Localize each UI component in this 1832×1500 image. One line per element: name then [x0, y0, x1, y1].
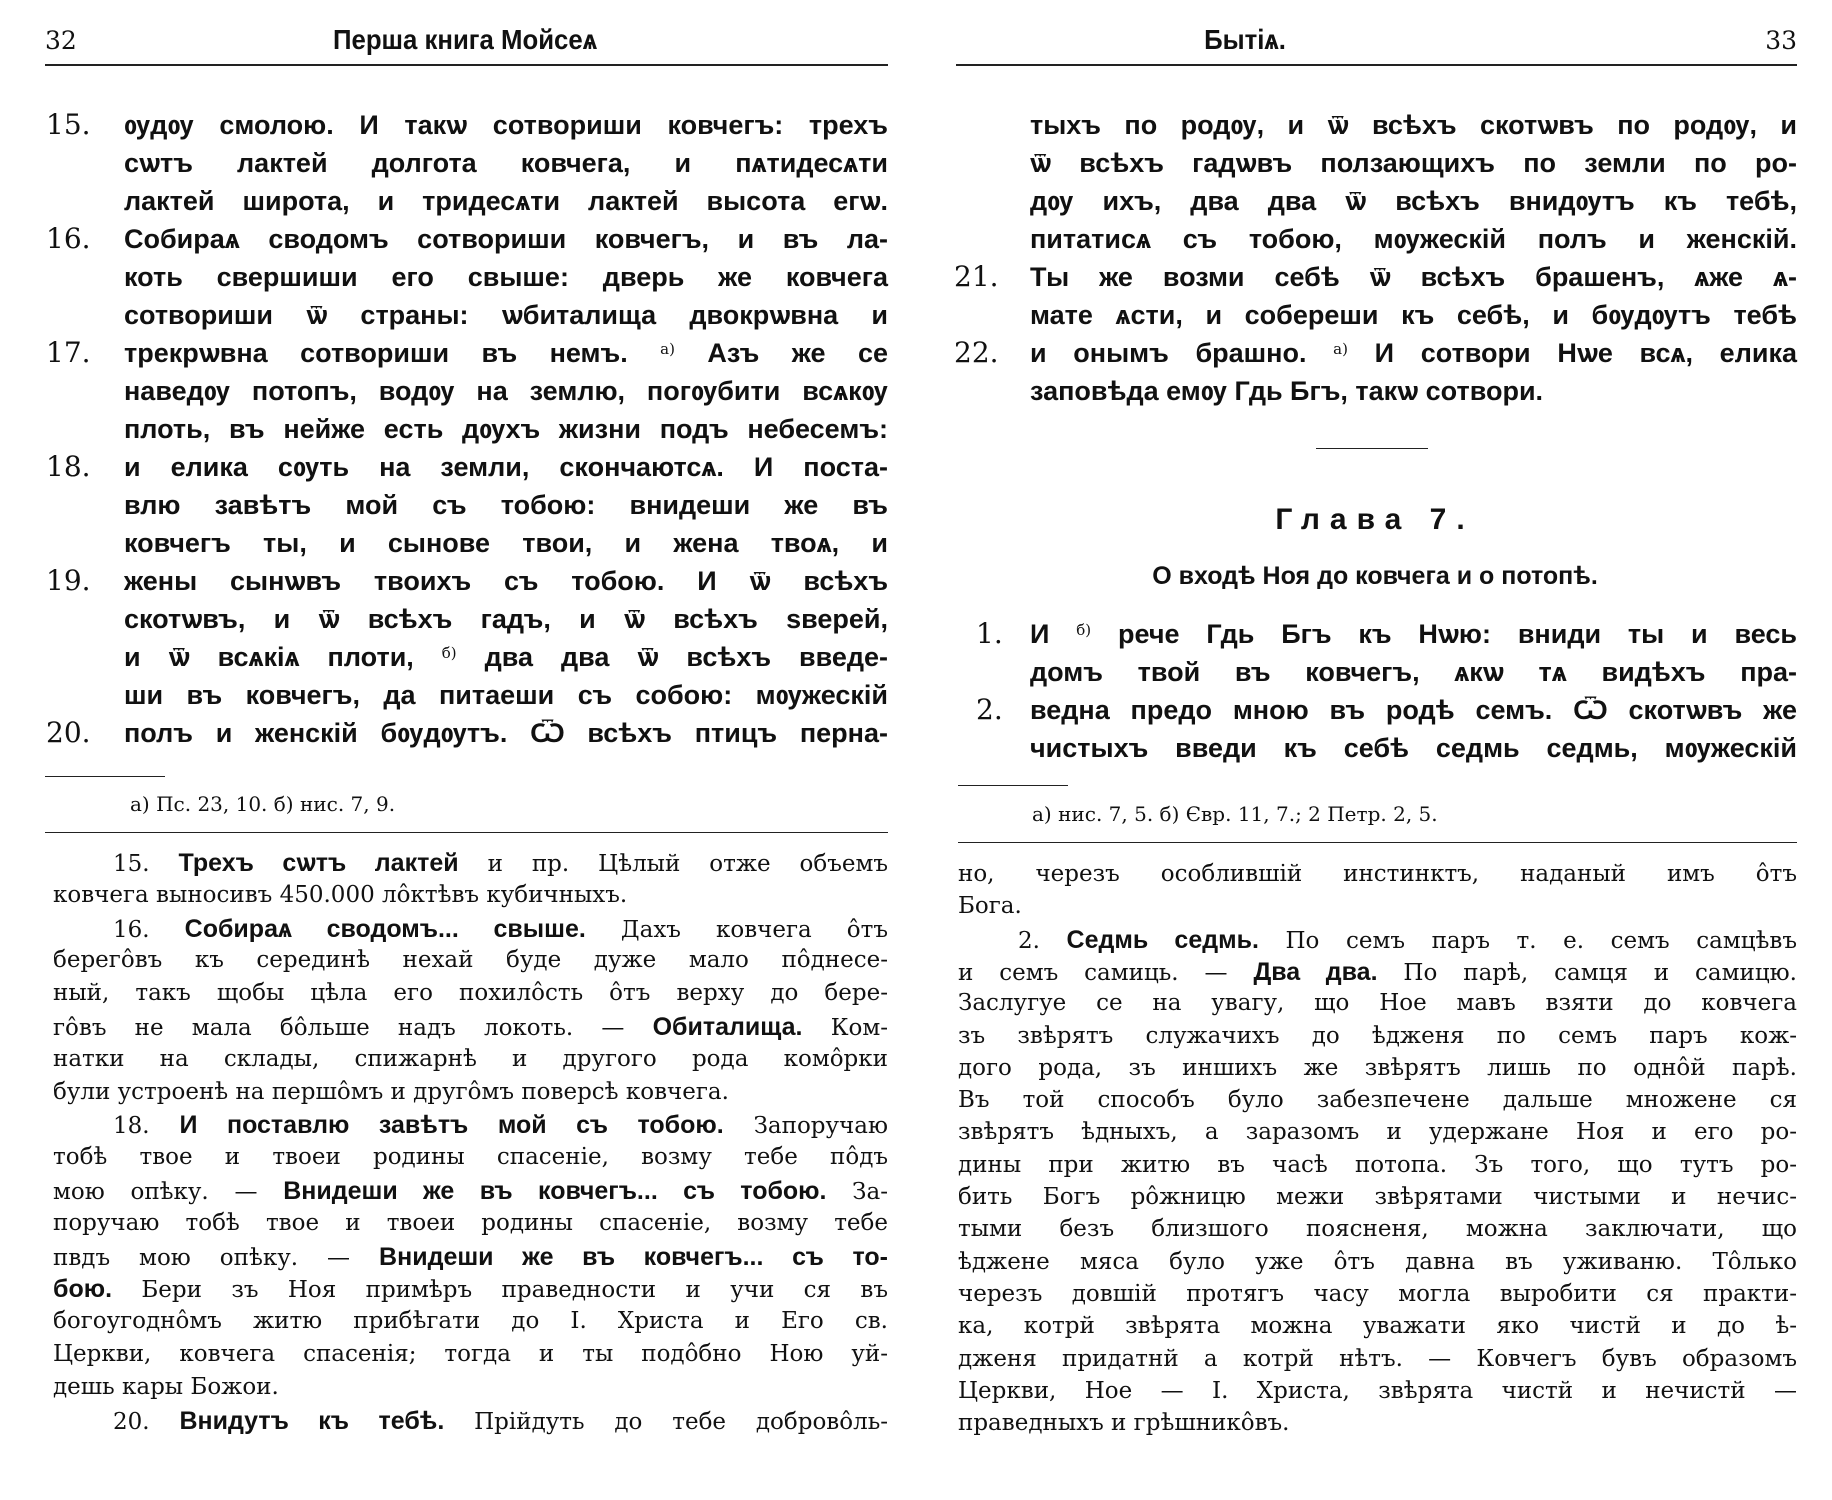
text-run: дешь кары Божои.	[53, 1373, 279, 1400]
commentary-line	[958, 1216, 1797, 1242]
commentary-line	[958, 1313, 1797, 1339]
text-run: и пр. Цѣлый отже объемъ	[458, 851, 888, 877]
verse-number: 22.	[954, 336, 999, 369]
commentary-line	[958, 1152, 1797, 1178]
text-run: берегôвъ къ серединѣ нехай буде дуже мало пôднесе-	[53, 947, 888, 974]
verse-line	[1030, 729, 1797, 767]
text-run: ши въ ковчегъ, да питаеши съ собою: мѹжескій	[124, 680, 888, 710]
text-run: ный, такъ щобы цѣла его похилôсть ôтъ верху до бере-	[53, 980, 888, 1007]
bold-lemma: Обиталища.	[652, 1013, 803, 1041]
text-run: ковчега выносивъ 450.000 лôктѣвъ кубичныхъ.	[53, 881, 628, 908]
commentary-line	[53, 980, 888, 1006]
commentary-line	[113, 915, 888, 944]
text-run: бить Богъ рôжницю межи звѣрятами чистыми и нечис-	[958, 1184, 1797, 1210]
text-run: Бога.	[958, 893, 1022, 920]
bold-lemma: Седмь седмь.	[1066, 925, 1259, 954]
verse-line	[124, 220, 888, 258]
verse-number: 19.	[46, 564, 91, 597]
text-run: гôвъ не мала бôльше надъ локоть. —	[53, 1015, 653, 1041]
text-run: плоть, въ нейже есть дѹхъ жизни подъ небесемъ:	[124, 414, 888, 444]
bold-lemma: бою.	[53, 1275, 113, 1304]
text-run: тыхъ по родѹ, и ѿ всѣхъ скотѡвъ по родѹ, и	[1030, 110, 1797, 140]
text-run: 18.	[113, 1113, 180, 1140]
text-run: и елика сѹть на земли, скончаютсѧ. И поста-	[124, 452, 888, 482]
text-run: звѣрятъ ѣдныхъ, а заразомъ и удержане Ноя и его ро-	[958, 1119, 1797, 1146]
bold-lemma: И поставлю завѣтъ мой съ тобою.	[179, 1111, 724, 1140]
bold-lemma: Два два.	[1253, 957, 1378, 986]
commentary-text	[958, 861, 1797, 1461]
text-run: 16.	[113, 916, 185, 943]
text-run: По семъ паръ т. е. семъ самцѣвъ	[1258, 927, 1797, 954]
text-run: дженя придатнй а котрй нѣтъ. — Ковчегъ бувъ образомъ	[958, 1345, 1797, 1372]
text-run: И сотвори Нѡе всѧ, елика	[1347, 338, 1797, 368]
verse-line	[1030, 372, 1797, 410]
commentary-line	[53, 882, 888, 908]
verse-line	[124, 334, 888, 372]
bold-lemma: Внидеши же въ ковчегъ... съ то-	[379, 1242, 888, 1271]
text-run: поручаю тобѣ твое и твоеи родины спасеніе, возму тебе	[53, 1209, 888, 1236]
commentary-line	[53, 1177, 888, 1206]
footnote-marker: б)	[1076, 621, 1092, 639]
text-run: дѹ ихъ, два два ѿ всѣхъ внидѹтъ къ тебѣ,	[1030, 186, 1797, 216]
text-run: зъ звѣрятъ служачихъ до ѣдженя по семъ паръ кож-	[958, 1022, 1797, 1049]
text-run: богоугоднôмъ житю прибѣгати до І. Христа и Его св.	[53, 1308, 888, 1335]
verse-line	[1030, 615, 1797, 653]
text-run: Собираѧ сводомъ сотвориши ковчегъ, и въ ла-	[124, 224, 888, 254]
text-run: лактей широта, и тридесѧти лактей высота егѡ.	[124, 186, 888, 216]
commentary-line	[958, 1184, 1797, 1210]
text-run: ѣджене мяса було уже ôтъ давна въ уживаню. Тôлько	[958, 1248, 1797, 1275]
text-run: ведна предо мною въ родѣ семъ. Ѿ скотѡвъ же	[1030, 695, 1797, 725]
verse-number: 20.	[46, 716, 91, 749]
verse-line	[124, 258, 888, 296]
text-run: По парѣ, самця и самицю.	[1377, 959, 1797, 986]
verse-number: 15.	[46, 108, 91, 141]
footnote-rule	[958, 785, 1068, 786]
verse-line	[124, 448, 888, 486]
commentary-line	[53, 1243, 888, 1272]
bold-lemma: Собираѧ сводомъ... свыше.	[184, 914, 586, 943]
text-run: Прійдуть до тебе добровôль-	[444, 1408, 888, 1435]
commentary-line	[53, 1308, 888, 1334]
text-run: и ѿ всѧкіѧ плоти,	[124, 642, 442, 672]
text-run: мою опѣку. —	[53, 1179, 284, 1205]
text-run: черезъ довшій протягъ часу могла выробити ся практи-	[958, 1280, 1797, 1307]
commentary-line	[53, 1079, 888, 1105]
verse-number: 18.	[46, 450, 91, 483]
commentary-line	[958, 1346, 1797, 1372]
verse-line	[1030, 691, 1797, 729]
verse-line	[124, 638, 888, 676]
text-run: За-	[826, 1179, 888, 1205]
text-run: мате ѧсти, и собереши къ себѣ, и бѹдѹтъ тебѣ	[1030, 300, 1797, 330]
commentary-line	[958, 1281, 1797, 1307]
text-run: Бери зъ Ноя примѣръ праведности и учи ся въ	[112, 1277, 888, 1304]
chapter-subtitle: О входѣ Ноя до ковчега и о потопѣ.	[1152, 562, 1598, 590]
verse-number: 17.	[46, 336, 91, 369]
commentary-line	[113, 1407, 888, 1436]
verse-line	[124, 714, 888, 752]
footnote: а) нис. 7, 5. б) Євр. 11, 7.; 2 Петр. 2, 5.	[1032, 802, 1438, 826]
commentary-line	[113, 849, 888, 878]
commentary-line	[958, 893, 1797, 919]
running-title: Перша книга Мойсеѧ	[332, 24, 598, 55]
text-run: коть свершиши его свыше: дверь же ковчега	[124, 262, 888, 292]
verse-line	[124, 410, 888, 448]
bold-lemma: Внидутъ къ тебѣ.	[179, 1406, 445, 1435]
verse-line	[1030, 653, 1797, 691]
footnote-marker: а)	[660, 340, 675, 358]
footnote: а) Пс. 23, 10. б) нис. 7, 9.	[130, 792, 396, 816]
header-rule	[45, 64, 888, 66]
text-run: наведѹ потопъ, водѹ на землю, погѹбити всѧкѹ	[124, 376, 888, 406]
text-run: сотвориши ѿ страны: ѡбиталища двокрѡвна и	[124, 300, 888, 330]
text-run: рече Гдь Бгъ къ Нѡю: вниди ты и весь	[1091, 619, 1797, 649]
text-run: но, черезъ особлившій инстинктъ, наданый имъ ôтъ	[958, 861, 1797, 887]
chapter-scripture-text	[976, 615, 1797, 775]
commentary-text	[53, 849, 888, 1449]
verse-line	[1030, 220, 1797, 258]
verse-line	[124, 676, 888, 714]
page-number: 32	[45, 26, 77, 55]
text-run: дины при житю въ часѣ потопа. Зъ того, що тутъ ро-	[958, 1151, 1797, 1178]
text-run: дого рода, зъ иншихъ же звѣрятъ лишь по однôй парѣ.	[958, 1054, 1797, 1081]
footnote-marker: а)	[1333, 340, 1348, 358]
verse-line	[124, 182, 888, 220]
running-title: Бытіѧ.	[1204, 24, 1286, 55]
commentary-line	[53, 1374, 888, 1400]
text-run: домъ твой въ ковчегъ, ѧкѡ тѧ видѣхъ пра-	[1030, 657, 1797, 687]
text-run: пвдъ мою опѣку. —	[53, 1244, 380, 1271]
footnote-marker: б)	[441, 644, 457, 662]
verse-line	[1030, 258, 1797, 296]
text-run: заповѣда емѹ Гдь Бгъ, такѡ сотвори.	[1030, 376, 1544, 406]
commentary-line	[53, 1046, 888, 1072]
commentary-line	[958, 990, 1797, 1016]
text-run: два два ѿ всѣхъ введе-	[456, 642, 888, 672]
commentary-line	[958, 1378, 1797, 1404]
chapter-title: Глава 7.	[1275, 503, 1475, 536]
text-run: ка, котрй звѣрята можна уважати яко чистй и до ѣ-	[958, 1313, 1797, 1340]
text-run: питатисѧ съ тобою, мѹжескій полъ и женскій.	[1030, 224, 1797, 254]
chapter-separator	[1316, 448, 1428, 449]
verse-line	[124, 106, 888, 144]
text-run: були устроенѣ на першôмъ и другôмъ поверсѣ ковчега.	[53, 1078, 729, 1105]
text-run: и семъ самиць. —	[958, 959, 1254, 986]
text-run: полъ и женскій бѹдѹтъ. Ѿ всѣхъ птицъ перна-	[124, 718, 888, 748]
text-run: натки на склады, спижарнѣ и другого рода комôрки	[53, 1045, 888, 1072]
text-run: 2.	[1018, 927, 1067, 954]
commentary-line	[958, 1087, 1797, 1113]
commentary-line	[958, 958, 1797, 987]
commentary-line	[113, 1111, 888, 1140]
verse-line	[1030, 144, 1797, 182]
commentary-line	[53, 947, 888, 973]
verse-number: 21.	[954, 260, 999, 293]
commentary-line	[53, 1341, 888, 1367]
commentary-line	[1018, 926, 1797, 955]
text-run: трекрѡвна сотвориши въ немъ.	[124, 338, 661, 368]
text-run: чистыхъ введи къ себѣ седмь седмь, мѹжескій	[1030, 733, 1797, 763]
verse-line	[1030, 296, 1797, 334]
verse-line	[124, 562, 888, 600]
text-run: Азъ же се	[674, 338, 888, 368]
scripture-text	[954, 106, 1797, 416]
verse-number: 2.	[976, 693, 1003, 726]
text-run: Въ той способъ було забезпечене дальше множене ся	[958, 1087, 1797, 1114]
text-run: скотѡвъ, и ѿ всѣхъ гадъ, и ѿ всѣхъ ѕверей,	[124, 604, 888, 634]
commentary-line	[958, 1055, 1797, 1081]
commentary-line	[53, 1275, 888, 1304]
verse-number: 16.	[46, 222, 91, 255]
footnote-rule	[45, 776, 165, 777]
scripture-text	[46, 106, 888, 766]
commentary-line	[53, 1013, 888, 1042]
verse-line	[124, 600, 888, 638]
verse-line	[124, 372, 888, 410]
page-number: 33	[1765, 26, 1797, 55]
text-run: праведныхъ и грѣшникôвъ.	[958, 1410, 1290, 1437]
bold-lemma: Трехъ сѡтъ лактей	[178, 849, 459, 877]
text-run: тыми безъ близшого поясненя, можна заключати, що	[958, 1216, 1797, 1243]
commentary-line	[53, 1210, 888, 1236]
text-run: жены сынѡвъ твоихъ съ тобою. И ѿ всѣхъ	[124, 566, 888, 596]
commentary-line	[958, 1249, 1797, 1275]
text-run: 20.	[113, 1408, 180, 1435]
text-run: ѹдѹ смолою. И такѡ сотвориши ковчегъ: трехъ	[124, 110, 888, 140]
header-rule	[956, 64, 1797, 66]
text-run: Заслугуе се на увагу, що Ное мавъ взяти до ковчега	[958, 990, 1797, 1017]
verse-line	[1030, 334, 1797, 372]
text-run: И	[1030, 619, 1077, 649]
text-run: Дахъ ковчега ôтъ	[585, 916, 889, 943]
text-run: Церкви, Ное — І. Христа, звѣрята чистй и нечистй —	[958, 1377, 1797, 1404]
text-run: и онымъ брашно.	[1030, 338, 1334, 368]
text-run: Ком-	[802, 1015, 889, 1041]
text-run: Запоручаю	[723, 1113, 889, 1140]
commentary-line	[958, 861, 1797, 887]
verse-line	[1030, 106, 1797, 144]
text-run: 15.	[113, 851, 179, 877]
verse-line	[124, 144, 888, 182]
text-run: тобѣ твое и твоеи родины спасеніе, возму тебе пôдъ	[53, 1144, 888, 1171]
text-run: ковчегъ ты, и сынове твои, и жена твоѧ, и	[124, 528, 888, 558]
verse-line	[124, 296, 888, 334]
text-run: сѡтъ лактей долгота ковчега, и пѧтидесѧти	[124, 148, 888, 178]
verse-line	[1030, 182, 1797, 220]
verse-number: 1.	[976, 617, 1003, 650]
text-run: Церкви, ковчега спасенія; тогда и ты подôбно Ною уй-	[53, 1341, 888, 1367]
commentary-line	[958, 1023, 1797, 1049]
commentary-line	[53, 1144, 888, 1170]
commentary-line	[958, 1410, 1797, 1436]
verse-line	[124, 524, 888, 562]
section-rule	[958, 842, 1797, 843]
commentary-line	[958, 1119, 1797, 1145]
text-run: Ты же возми себѣ ѿ всѣхъ брашенъ, ѧже ѧ-	[1030, 262, 1797, 292]
text-run: влю завѣтъ мой съ тобою: внидеши же въ	[124, 490, 888, 520]
bold-lemma: Внидеши же въ ковчегъ... съ тобою.	[283, 1177, 827, 1205]
section-rule	[45, 832, 888, 833]
text-run: ѿ всѣхъ гадѡвъ ползающихъ по земли по ро-	[1030, 148, 1797, 178]
verse-line	[124, 486, 888, 524]
